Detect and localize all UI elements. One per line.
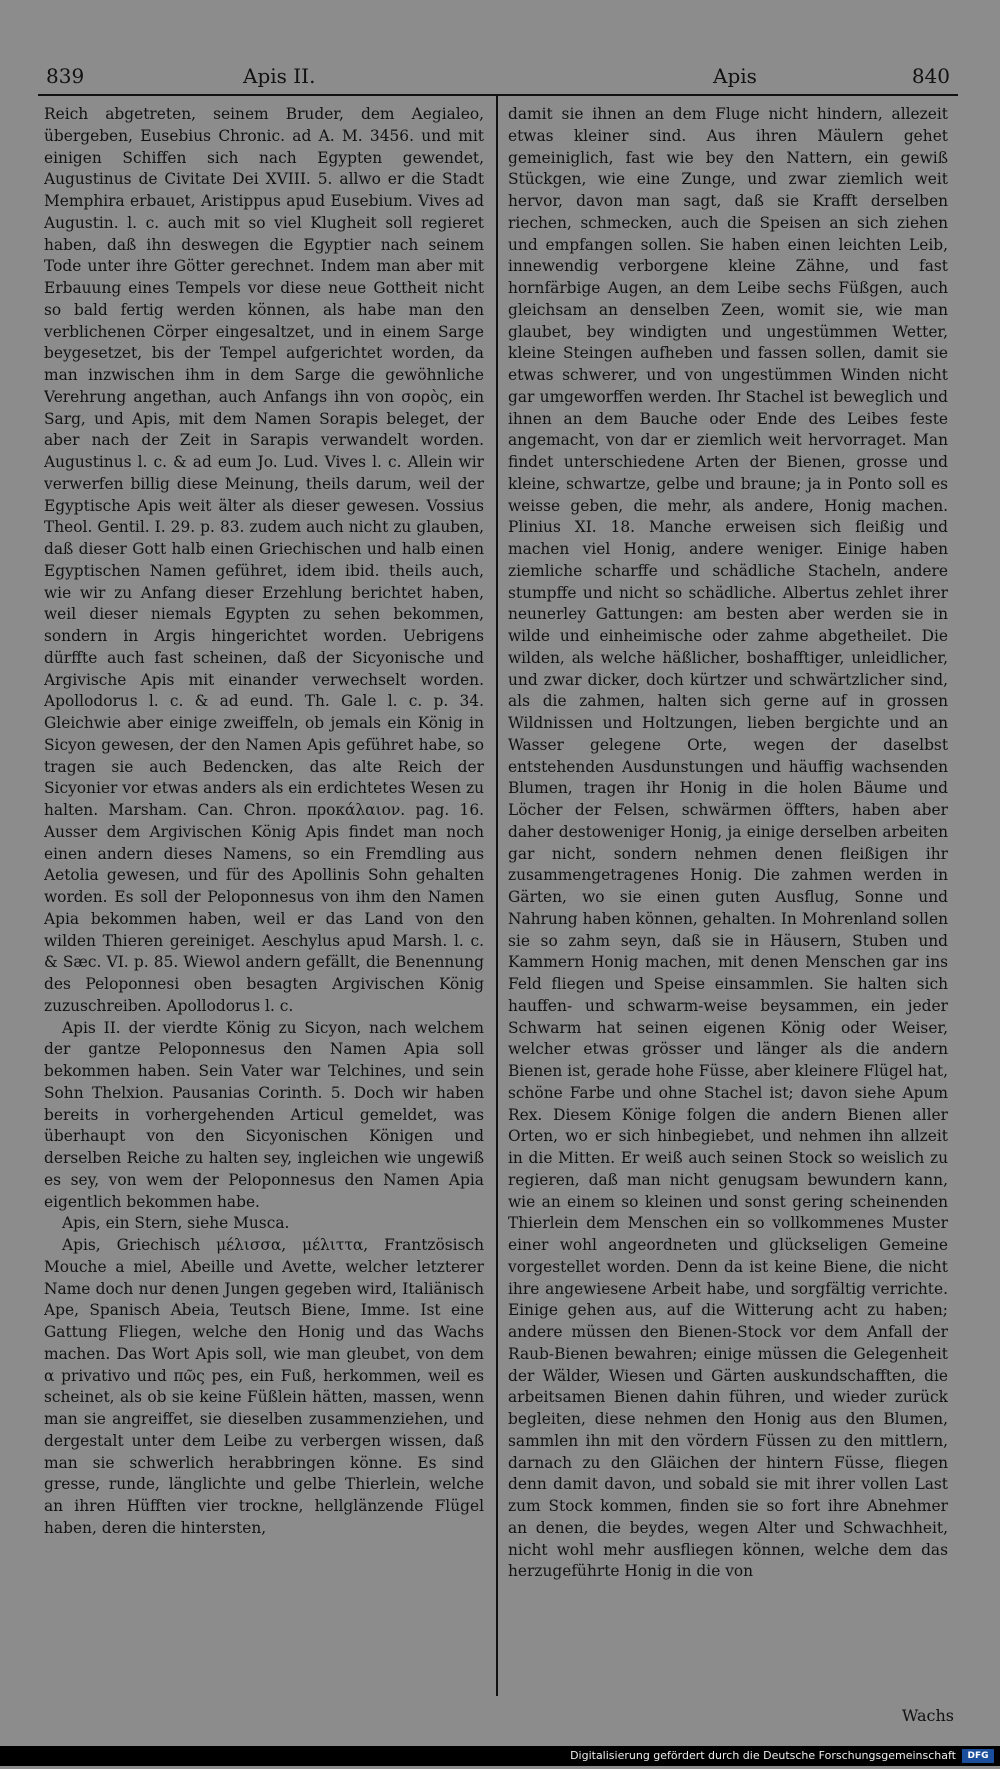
footer-bar (0, 1746, 1000, 1766)
dfg-logo: DFG (962, 1749, 994, 1763)
column-divider (496, 96, 498, 1696)
left-paragraph: Apis II. der vierdte König zu Sicyon, nach welchem der gantze Peloponnesus den Namen Apia soll bekommen haben. Sein Vater war Telchines, und sein Sohn Thelxion. Pausanias Corinth. 5. Doch wir haben bereits in vorhergehenden Articul gemeldet, was überhaupt von den Sicyonischen Königen und derselben Reiche zu halten sey, ingleichen wie ungewiß es sey, von wem der Peloponnesus den Namen Apia eigentlich bekommen habe. (44, 1018, 484, 1211)
page-number-right: 840 (911, 64, 950, 88)
funding-credit: Digitalisierung gefördert durch die Deutsche Forschungsgemeinschaft (570, 1749, 956, 1762)
header-rule (38, 94, 958, 96)
book-page (38, 58, 958, 1725)
left-paragraph: Reich abgetreten, seinem Bruder, dem Aegialeo, übergeben, Eusebius Chronic. ad A. M. 3456. und mit einigen Schiffen sich nach Egypten gewendet, Augustinus de Civitate Dei XVIII. 5. allwo er die Stadt Memphira erbauet, Aristippus apud Eusebium. Vives ad Augustin. l. c. auch mit so viel Klugheit soll regieret haben, daß ihn deswegen die Egyptier nach seinem Tode unter ihre Götter gerechnet. Indem man aber mit Erbauung eines Tempels vor diese neue Gottheit nicht so bald fertig werden können, als habe man den verblichenen Cörper eingesaltzet, und in einem Sarge beygesetzet, bis der Tempel aufgerichtet worden, da man inzwischen ihm in dem Sarge die gewöhnliche Verehrung angethan, auch Anfangs ihn von σορὸς, ein Sarg, und Apis, mit dem Namen Sorapis beleget, der aber nach der Zeit in Sarapis verwandelt worden. Augustinus l. c. & ad eum Jo. Lud. Vives l. c. Allein wir verwerfen billig diese Meinung, theils darum, weil der Egyptische Apis weit älter als dieser gewesen. Vossius Theol. Gentil. I. 29. p. 83. zudem auch nicht zu glauben, daß dieser Gott halb einen Griechischen und halb einen Egyptischen Namen geführet, idem ibid. theils auch, wie wir zu Anfang dieser Erzehlung berichtet haben, weil dieser niemals Egypten zu sehen bekommen, sondern in Argis hingerichtet worden. Uebrigens dürffte auch fast scheinen, daß der Sicyonische und Argivische Apis mit einander verwechselt worden. Apollodorus l. c. & ad eund. Th. Gale l. c. p. 34. Gleichwie aber einige zweiffeln, ob jemals ein König in Sicyon gewesen, der den Namen Apis geführet habe, so tragen sie auch Bedencken, das alte Reich der Sicyonier vor etwas anders als ein erdichtetes Wesen zu halten. Marsham. Can. Chron. προκάλαιον. pag. 16. Ausser dem Argivischen König Apis findet man noch einen andern dieses Namens, so ein Fremdling aus Aetolia gewesen, und für des Apollinis Sohn gehalten worden. Es soll der Peloponnesus von ihm den Namen Apia bekommen haben, weil er das Land von den wilden Thieren gereiniget. Aeschylus apud Marsh. l. c. & Sæc. VI. p. 85. Wiewol andern gefällt, die Benennung des Peloponnesi oben besagten Argivischen König zuzuschreiben. Apollodorus l. c. (44, 105, 484, 1015)
catchword: Wachs (901, 1706, 954, 1725)
left-column (44, 104, 484, 1704)
page-header (38, 58, 958, 94)
right-paragraph: damit sie ihnen an dem Fluge nicht hindern, allezeit etwas kleiner sind. Aus ihren Mäulern gehet gemeiniglich, fast wie bey den Nattern, ein gewiß Stückgen, wie eine Zunge, und zwar ziemlich weit hervor, davon man sagt, daß sie Krafft derselben riechen, schmecken, auch die Speisen an sich ziehen und empfangen sollen. Sie haben einen leichten Leib, innewendig verborgene kleine Zähne, und fast hornfärbige Augen, an dem Leibe sechs Füßgen, auch gleichsam an denselben Zeen, womit sie, wie man glaubet, bey windigten und ungestümmen Wetter, kleine Steingen aufheben und fassen sollen, damit sie etwas schwerer, und von ungestümmen Winden nicht gar umgeworffen werden. Ihr Stachel ist beweglich und ihnen an dem Bauche oder Ende des Leibes feste angemacht, von dar er ziemlich weit hervorraget. Man findet unterschiedene Arten der Bienen, grosse und kleine, schwartze, gelbe und braune; ja in Ponto soll es weisse geben, die mehr, als andere, Honig machen. Plinius XI. 18. Manche erweisen sich fleißig und machen viel Honig, andere weniger. Einige haben ziemliche scharffe und schädliche Stacheln, andere stumpffe und nicht so schädliche. Albertus zehlet ihrer neunerley Gattungen: am besten aber werden sie in wilde und einheimische oder zahme abgetheilet. Die wilden, als welche häßlicher, boshafftiger, unleidlicher, und zwar dicker, doch kürtzer und schwärtzlicher sind, als die zahmen, halten sich gerne auf in grossen Wildnissen und Holtzungen, lieben bergichte und an Wasser gelegene Orte, wegen der daselbst entstehenden Ausdunstungen und häuffig wachsenden Blumen, tragen ihr Honig in die holen Bäume und Löcher der Felsen, schwärmen öffters, haben aber daher destoweniger Honig, ja einige derselben arbeiten gar nicht, sondern nehmen denen fleißigen ihr zusammengetragenes Honig. Die zahmen werden in Gärten, wo sie einen guten Ausflug, Sonne und Nahrung haben können, gehalten. In Mohrenland sollen sie so zahm seyn, daß sie in Häusern, Stuben und Kammern Honig machen, mit denen Menschen gar ins Feld fliegen und Speise einsammlen. Sie halten sich hauffen- und schwarm-weise beysammen, ein jeder Schwarm hat seinen eigenen König oder Weiser, welcher etwas grösser und länger als die andern Bienen ist, gerade hohe Füsse, aber kleinere Flügel hat, schöne Farbe und ohne Stachel ist; davon siehe Apum Rex. Diesem Könige folgen die andern Bienen aller Orten, wo er sich hinbegiebet, und nehmen ihn allzeit in die Mitten. Er weiß auch seinen Stock so weislich zu regieren, daß man nicht genugsam bewundern kann, wie an einem so kleinen und sonst gering scheinenden Thierlein dem Menschen ein so vollkommenes Muster einer wohl angeordneten und glückseligen Gemeine vorgestellet worden. Denn da ist keine Biene, die nicht ihre angewiesene Arbeit habe, und sorgfältig verrichte. Einige gehen aus, auf die Witterung acht zu haben; andere müssen den Bienen-Stock vor dem Anfall der Raub-Bienen bewahren; einige müssen die Gelegenheit der Wälder, Wiesen und Gärten auskundschafften, die arbeitsamen Bienen dahin führen, und wieder zurück begleiten, diese nehmen den Honig aus den Blumen, sammlen ihn mit den vördern Füssen zu den mittlern, darnach zu den Gläichen der hintern Füsse, fliegen denn damit davon, und sobald sie mit ihrer vollen Last zum Stock kommen, finden sie so fort ihre Abnehmer an denen, die beydes, wegen Alter und Schwachheit, nicht wohl mehr ausfliegen können, welche dem das herzugeführte Honig in die von (508, 105, 948, 1581)
left-paragraph: Apis, ein Stern, siehe Musca. (62, 1214, 290, 1233)
running-title-right: Apis (713, 64, 757, 88)
page-number-left: 839 (46, 64, 85, 88)
running-title-left: Apis II. (243, 64, 316, 88)
left-paragraph: Apis, Griechisch μέλισσα, μέλιττα, Frantzösisch Mouche a miel, Abeille und Avette, welcher letzterer Name doch nur denen Jungen gegeben wird, Italiänisch Ape, Spanisch Abeia, Teutsch Biene, Imme. Ist eine Gattung Fliegen, welche den Honig und das Wachs machen. Das Wort Apis soll, wie man gleubet, von dem α privativo und πῶς pes, ein Fuß, herkommen, weil es scheinet, als ob sie keine Füßlein hätten, massen, wenn man sie angreiffet, sie dieselben zusammenziehen, und dergestalt unter dem Leibe zu verbergen wissen, daß man sie schwerlich herabbringen könne. Es sind gresse, runde, länglichte und gelbe Thierlein, welche an ihren Hüfften vier trockne, hellglänzende Flügel haben, deren die hintersten, (44, 1236, 484, 1537)
right-column (508, 104, 948, 1704)
